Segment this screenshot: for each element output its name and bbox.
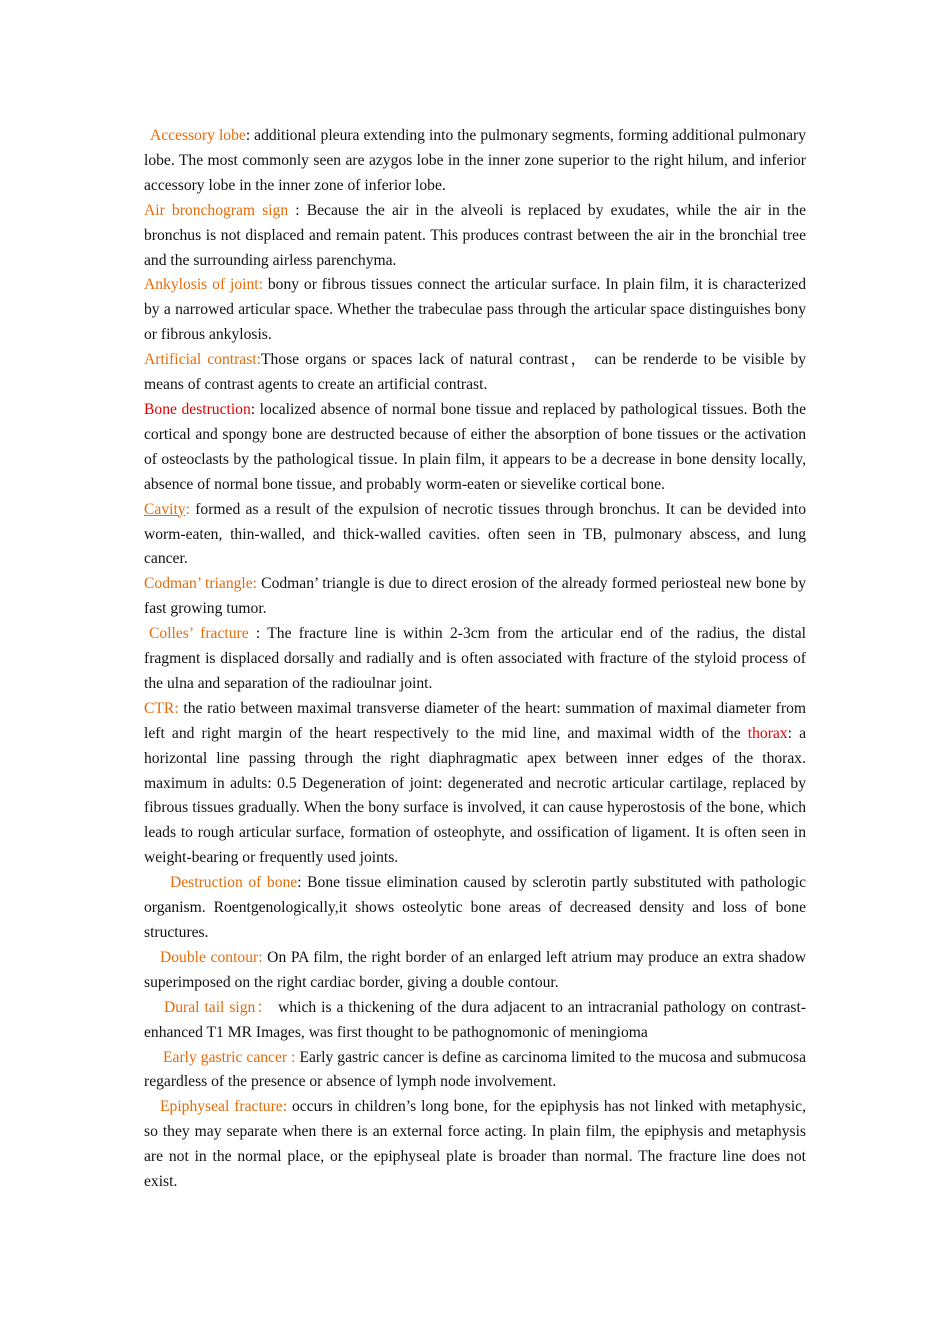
entry-early-gastric-cancer: [144, 1046, 806, 1096]
term-codman-triangle: Codman’ triangle:: [144, 575, 258, 593]
term-epiphyseal-fracture: Epiphyseal fracture:: [160, 1098, 288, 1116]
definition-early-gastric-cancer: Early gastric cancer is define as carcinoma limited to the mucosa and submucosa regardless of the presence or absence of lymph node involvement.: [144, 1048, 806, 1091]
term-cavity: Cavity: [144, 500, 186, 518]
definition-ctr-part-2: : a horizontal line passing through the right diaphragmatic apex between inner edges of the thorax. maximum in adults: 0.5 Degeneration of joint: degenerated and necrotic articular cartilage, replaced by fibrous tissues gradually. When the bony surface is involved, it can cause hyperostosis of the bone, which leads to rough articular surface, formation of osteophyte, and ossification of ligament. It is often seen in weight-bearing or frequently used joints.: [144, 724, 806, 867]
term-bone-destruction: Bone destruction: [144, 400, 251, 418]
entry-ctr: [144, 697, 806, 871]
term-air-bronchogram-sign: Air bronchogram sign: [144, 201, 289, 219]
term-dural-tail-sign: Dural tail sign：: [164, 998, 274, 1016]
definition-artificial-contrast: Those organs or spaces lack of natural contrast， can be renderde to be visible by means of contrast agents to create an artificial contrast.: [144, 351, 806, 394]
definition-ctr-part-1: the ratio between maximal transverse diameter of the heart: summation of maximal diameter from left and right margin of the heart respectively to the mid line, and maximal width of the: [144, 699, 806, 742]
entry-cavity: [144, 498, 806, 573]
term-accessory-lobe: Accessory lobe: [150, 127, 246, 144]
term-ctr: CTR:: [144, 699, 179, 717]
entry-double-contour: [144, 946, 806, 996]
entry-colles-fracture: [144, 622, 806, 697]
term-early-gastric-cancer: Early gastric cancer :: [163, 1048, 296, 1066]
definition-accessory-lobe: : additional pleura extending into the pulmonary segments, forming additional pulmonary lobe. The most commonly seen are azygos lobe in the inner zone superior to the right hilum, and inferior accessory lobe in the inner zone of inferior lobe.: [144, 127, 806, 194]
definition-colles-fracture: : The fracture line is within 2-3cm from the articular end of the radius, the distal fragment is displaced dorsally and radially and is often associated with fracture of the styloid process of the ulna and separation of the radioulnar joint.: [144, 625, 806, 692]
definition-cavity: formed as a result of the expulsion of necrotic tissues through bronchus. It can be devided into worm-eaten, thin-walled, and thick-walled cavities. often seen in TB, pulmonary abscess, and lung cancer.: [144, 500, 806, 568]
entry-destruction-of-bone: [144, 871, 806, 946]
term-cavity-colon: :: [185, 500, 190, 518]
entry-ankylosis-of-joint: [144, 273, 806, 348]
term-colles-fracture: Colles’ fracture: [149, 625, 249, 643]
term-ankylosis-of-joint: Ankylosis of joint:: [144, 276, 263, 294]
definition-double-contour: On PA film, the right border of an enlarged left atrium may produce an extra shadow superimposed on the right cardiac border, giving a double contour.: [144, 948, 806, 991]
definition-ankylosis-of-joint: bony or fibrous tissues connect the articular surface. In plain film, it is characterized by a narrowed articular space. Whether the trabeculae pass through the articular space distinguishes bony or fibrous ankylosis.: [144, 276, 806, 344]
term-destruction-of-bone: Destruction of bone: [170, 874, 298, 892]
entry-bone-destruction: [144, 398, 806, 498]
term-double-contour: Double contour:: [160, 948, 263, 966]
glossary-page: [144, 124, 806, 1195]
definition-destruction-of-bone: : Bone tissue elimination caused by sclerotin partly substituted with pathologic organism. Roentgenologically,it shows osteolytic bone areas of decreased density and loss of bone structures.: [144, 874, 806, 941]
definition-air-bronchogram-sign: : Because the air in the alveoli is replaced by exudates, while the air in the bronchus is not displaced and remain patent. This produces contrast between the air in the bronchial tree and the surrounding airless parenchyma.: [144, 201, 806, 269]
entry-codman-triangle: [144, 572, 806, 622]
definition-epiphyseal-fracture: occurs in children’s long bone, for the epiphysis has not linked with metaphysic, so they may separate when there is an external force acting. In plain film, the epiphysis and metaphysis are not in the normal place, or the epiphyseal plate is broader than normal. The fracture line does not exist.: [144, 1098, 807, 1191]
entry-dural-tail-sign: [144, 996, 806, 1046]
entry-artificial-contrast: [144, 348, 806, 398]
entry-accessory-lobe: [144, 124, 806, 199]
term-artificial-contrast: Artificial contrast:: [144, 351, 261, 369]
entry-air-bronchogram-sign: [144, 199, 806, 274]
definition-bone-destruction: : localized absence of normal bone tissue and replaced by pathological tissues. Both the cortical and spongy bone are destructed because of either the absorption of bone tissues or the activation of osteoclasts by the pathological tissue. In plain film, it appears to be a decrease in bone density locally, absence of normal bone tissue, and probably worm-eaten or sievelike cortical bone.: [144, 400, 806, 493]
definition-codman-triangle: Codman’ triangle is due to direct erosion of the already formed periosteal new bone by fast growing tumor.: [144, 575, 806, 618]
entry-epiphyseal-fracture: [144, 1095, 806, 1195]
highlight-thorax: thorax: [747, 724, 788, 742]
definition-dural-tail-sign: which is a thickening of the dura adjacent to an intracranial pathology on contrast-enhanced T1 MR Images, was first thought to be pathognomonic of meningioma: [144, 998, 807, 1041]
